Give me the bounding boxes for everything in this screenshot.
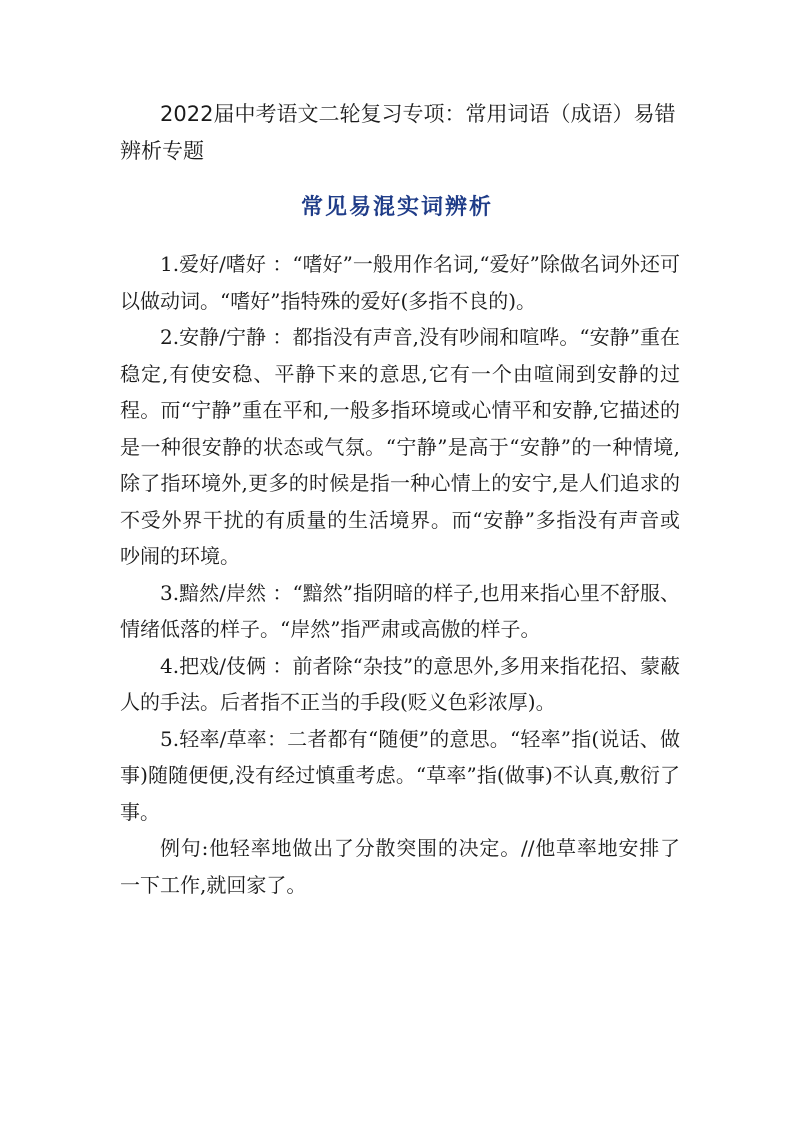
section-heading: 常见易混实词辨析	[300, 194, 493, 220]
paragraph-baxi-jiliang: 4.把戏/伎俩 ：前者除“杂技”的意思外,多用来指花招、蒙蔽人的手法。后者指不正当的手段(贬义色彩浓厚)。	[120, 653, 680, 714]
paragraph-qingshuai-caoshuai: 5.轻率/草率：二者都有“随便”的意思。“轻率”指(说话、做事)随随便便,没有经过慎重考虑。“草率”指(做事)不认真,敷衍了事。	[120, 726, 680, 824]
paragraph-anran-anran: 3.黯然/岸然 ：“黯然”指阴暗的样子,也用来指心里不舒服、情绪低落的样子。“岸然”指严肃或高傲的样子。	[120, 580, 680, 641]
paragraph-anjing-ningjing: 2.安静/宁静 ：都指没有声音,没有吵闹和喧哗。“安静”重在稳定,有使安稳、平静下来的意思,它有一个由喧闹到安静的过程。而“宁静”重在平和,一般多指环境或心情平和安静,它描述的是一种很安静的状态或气氛。“宁静”是高于“安静”的一种情境,除了指环境外,更多的时候是指一种心情上的安宁,是人们追求的不受外界干扰的有质量的生活境界。而“安静”多指没有声音或吵闹的环境。	[120, 325, 680, 568]
paragraph-example-sentences: 例句:他轻率地做出了分散突围的决定。//他草率地安排了一下工作,就回家了。	[120, 836, 680, 897]
document-body	[120, 246, 680, 903]
paragraph-aihao-shihao: 1.爱好/嗜好 ：“嗜好”一般用作名词,“爱好”除做名词外还可以做动词。“嗜好”指特殊的爱好(多指不良的)。	[120, 252, 680, 313]
document-title: 2022届中考语文二轮复习专项：常用词语（成语）易错辨析专题	[120, 102, 676, 163]
